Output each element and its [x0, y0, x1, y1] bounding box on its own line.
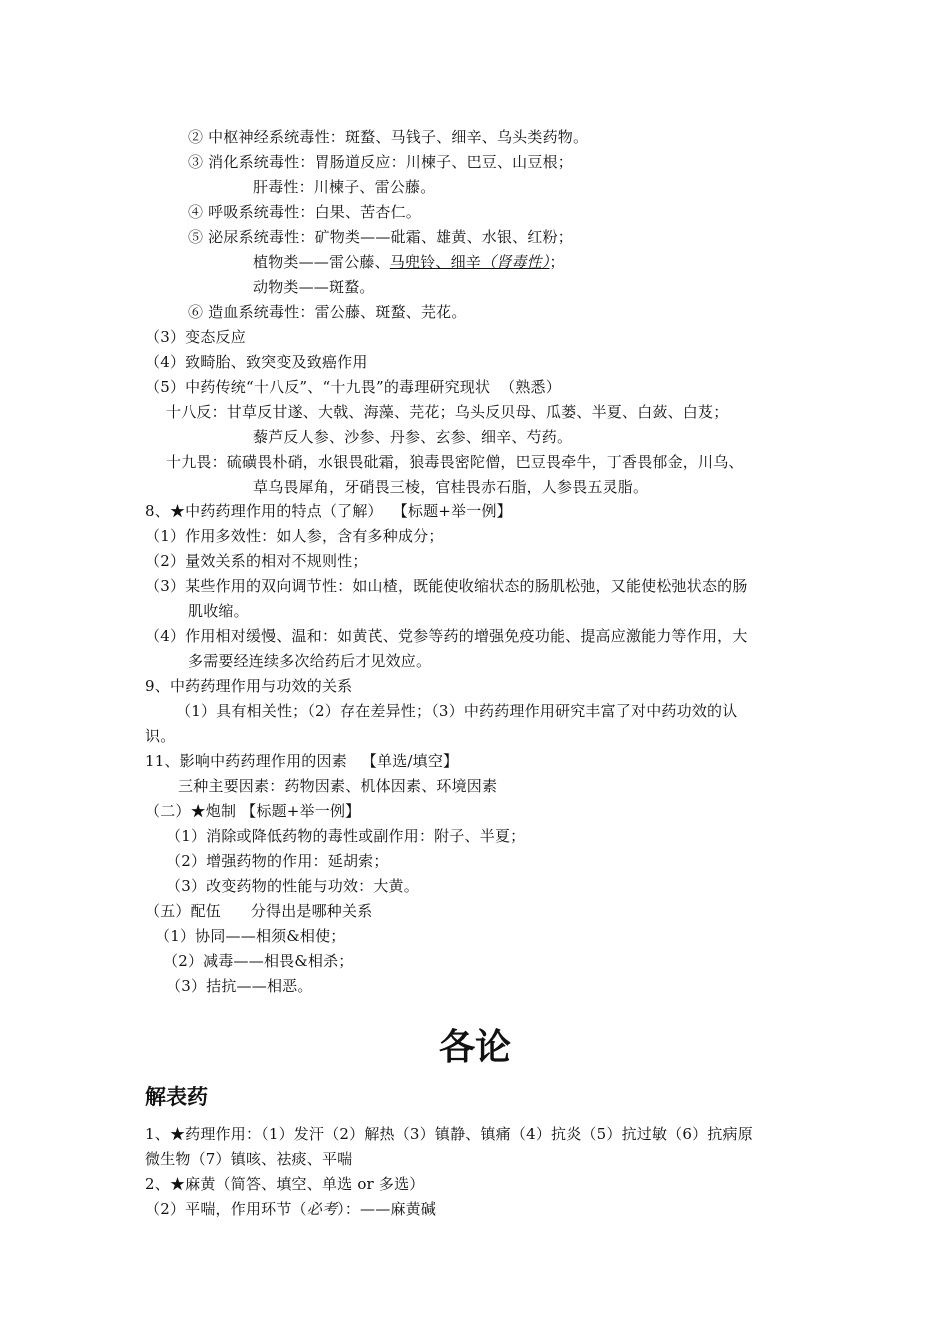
processing-3-line — [166, 876, 419, 896]
line-text: （4）致畸胎、致突变及致癌作用 — [145, 353, 368, 371]
features-heading — [145, 501, 512, 521]
line-text: （5）中药传统“十八反”、“十九畏”的毒理研究现状 （熟悉） — [145, 378, 561, 396]
line-text: 识。 — [145, 727, 176, 745]
teratogenic-line — [145, 352, 368, 372]
line-text: （3）改变药物的性能与功效：大黄。 — [166, 877, 419, 895]
toxicity-urinary-line — [188, 227, 573, 247]
line-text: ⑥ 造血系统毒性：雷公藤、斑蝥、芫花。 — [188, 303, 467, 321]
ephedra-asthma-line — [145, 1199, 436, 1219]
line-text: 十八反：甘草反甘遂、大戟、海藻、芫花；乌头反贝母、瓜蒌、半夏、白蔹、白芨； — [166, 403, 729, 421]
line-text: 动物类——斑蝥。 — [253, 278, 375, 296]
underlined-herbs: 马兜铃、细辛 — [389, 253, 482, 271]
nineteen-fears-line — [166, 452, 744, 472]
line-text: ③ 消化系统毒性：胃肠道反应：川楝子、巴豆、山豆根； — [188, 153, 573, 171]
line-text: 三种主要因素：药物因素、机体因素、环境因素 — [178, 777, 498, 795]
line-text: 1、★药理作用：（1）发汗（2）解热（3）镇静、镇痛（4）抗炎（5）抗过敏（6）抗病原 — [145, 1125, 753, 1143]
compatibility-1-line — [155, 926, 346, 946]
eighteen-incompatibilities-line — [166, 402, 728, 422]
feature-3-cont — [188, 601, 249, 621]
feature-3-line — [145, 576, 748, 596]
line-text: 藜芦反人参、沙参、丹参、玄参、细辛、芍药。 — [253, 428, 573, 446]
processing-heading — [145, 801, 360, 821]
relation-heading — [145, 676, 352, 696]
nineteen-fears-cont — [253, 477, 648, 497]
pharmacology-line — [145, 1124, 753, 1144]
factors-heading — [145, 751, 458, 771]
line-text: （2）平喘，作用环节（ — [145, 1200, 307, 1218]
relation-cont — [145, 726, 175, 746]
processing-1-line — [166, 826, 525, 846]
line-text: 11、影响中药药理作用的因素 【单选/填空】 — [145, 752, 459, 770]
line-text: 十九畏：硫磺畏朴硝，水银畏砒霜，狼毒畏密陀僧，巴豆畏牵牛，丁香畏郁金，川乌、 — [166, 453, 744, 471]
line-text: 肌收缩。 — [188, 602, 249, 620]
compatibility-heading — [145, 901, 372, 921]
line-text: 多需要经连续多次给药后才见效应。 — [188, 652, 432, 670]
line-text: （二）★炮制 【标题+举一例】 — [145, 802, 361, 820]
feature-2-line — [145, 551, 368, 571]
feature-1-line — [145, 526, 444, 546]
eighteen-nineteen-heading — [145, 377, 561, 397]
line-text: （3）拮抗——相恶。 — [166, 977, 313, 995]
kidney-toxicity-note: （肾毒性） — [481, 253, 550, 271]
line-text: （2）减毒——相畏&相杀； — [163, 952, 354, 970]
toxicity-blood-line — [188, 302, 467, 322]
processing-2-line — [166, 851, 389, 871]
toxicity-cns-line — [188, 127, 588, 147]
toxicity-digestive-line — [188, 152, 573, 172]
ephedra-heading — [145, 1174, 424, 1194]
line-end: ； — [549, 253, 565, 271]
toxicity-urinary-animal-line — [253, 277, 375, 297]
line-text: 9、中药药理作用与功效的关系 — [145, 677, 353, 695]
line-text: （2）增强药物的作用：延胡索； — [166, 852, 389, 870]
must-test-note: 必考 — [306, 1200, 338, 1218]
line-text: （2）量效关系的相对不规则性； — [145, 552, 368, 570]
line-text: 草乌畏犀角，牙硝畏三棱，官桂畏赤石脂，人参畏五灵脂。 — [253, 478, 649, 496]
feature-4-cont — [188, 651, 431, 671]
toxicity-urinary-plant-line — [253, 252, 565, 272]
toxicity-respiratory-line — [188, 202, 421, 222]
line-text: 8、★中药药理作用的特点（了解） 【标题+举一例】 — [145, 502, 512, 520]
line-text: （4）作用相对缓慢、温和：如黄芪、党参等药的增强免疫功能、提高应激能力等作用，大 — [145, 627, 748, 645]
line-text: （1）协同——相须&相使； — [155, 927, 346, 945]
line-text: ④ 呼吸系统毒性：白果、苦杏仁。 — [188, 203, 421, 221]
eighteen-incompatibilities-cont — [253, 427, 572, 447]
line-text: （1）具有相关性；（2）存在差异性；（3）中药药理作用研究丰富了对中药功效的认 — [176, 702, 738, 720]
allergic-reaction-line — [145, 327, 246, 347]
line-text: 微生物（7）镇咳、祛痰、平喘 — [145, 1150, 353, 1168]
plant-text: 植物类——雷公藤、 — [253, 253, 390, 271]
line-text: 肝毒性：川楝子、雷公藤。 — [253, 178, 436, 196]
feature-4-line — [145, 626, 748, 646]
line-text: （3）某些作用的双向调节性：如山楂，既能使收缩状态的肠肌松弛，又能使松弛状态的肠 — [145, 577, 748, 595]
subsection-title: 解表药 — [145, 1085, 208, 1109]
line-text: （1）作用多效性：如人参，含有多种成分； — [145, 527, 444, 545]
pharmacology-cont — [145, 1149, 352, 1169]
relation-line — [176, 701, 737, 721]
compatibility-3-line — [166, 976, 313, 996]
line-text: 2、★麻黄（简答、填空、单选 or 多选） — [145, 1175, 425, 1193]
section-title: 各论 — [438, 1027, 511, 1068]
toxicity-liver-line — [253, 177, 435, 197]
line-text: ⑤ 泌尿系统毒性：矿物类——砒霜、雄黄、水银、红粉； — [188, 228, 573, 246]
compatibility-2-line — [163, 951, 354, 971]
line-text: （1）消除或降低药物的毒性或副作用：附子、半夏； — [166, 827, 526, 845]
line-end: ）：——麻黄碱 — [337, 1200, 437, 1218]
line-text: （3）变态反应 — [145, 328, 246, 346]
line-text: （五）配伍 分得出是哪种关系 — [145, 902, 373, 920]
factors-line — [178, 776, 497, 796]
line-text: ② 中枢神经系统毒性：斑蝥、马钱子、细辛、乌头类药物。 — [188, 128, 589, 146]
